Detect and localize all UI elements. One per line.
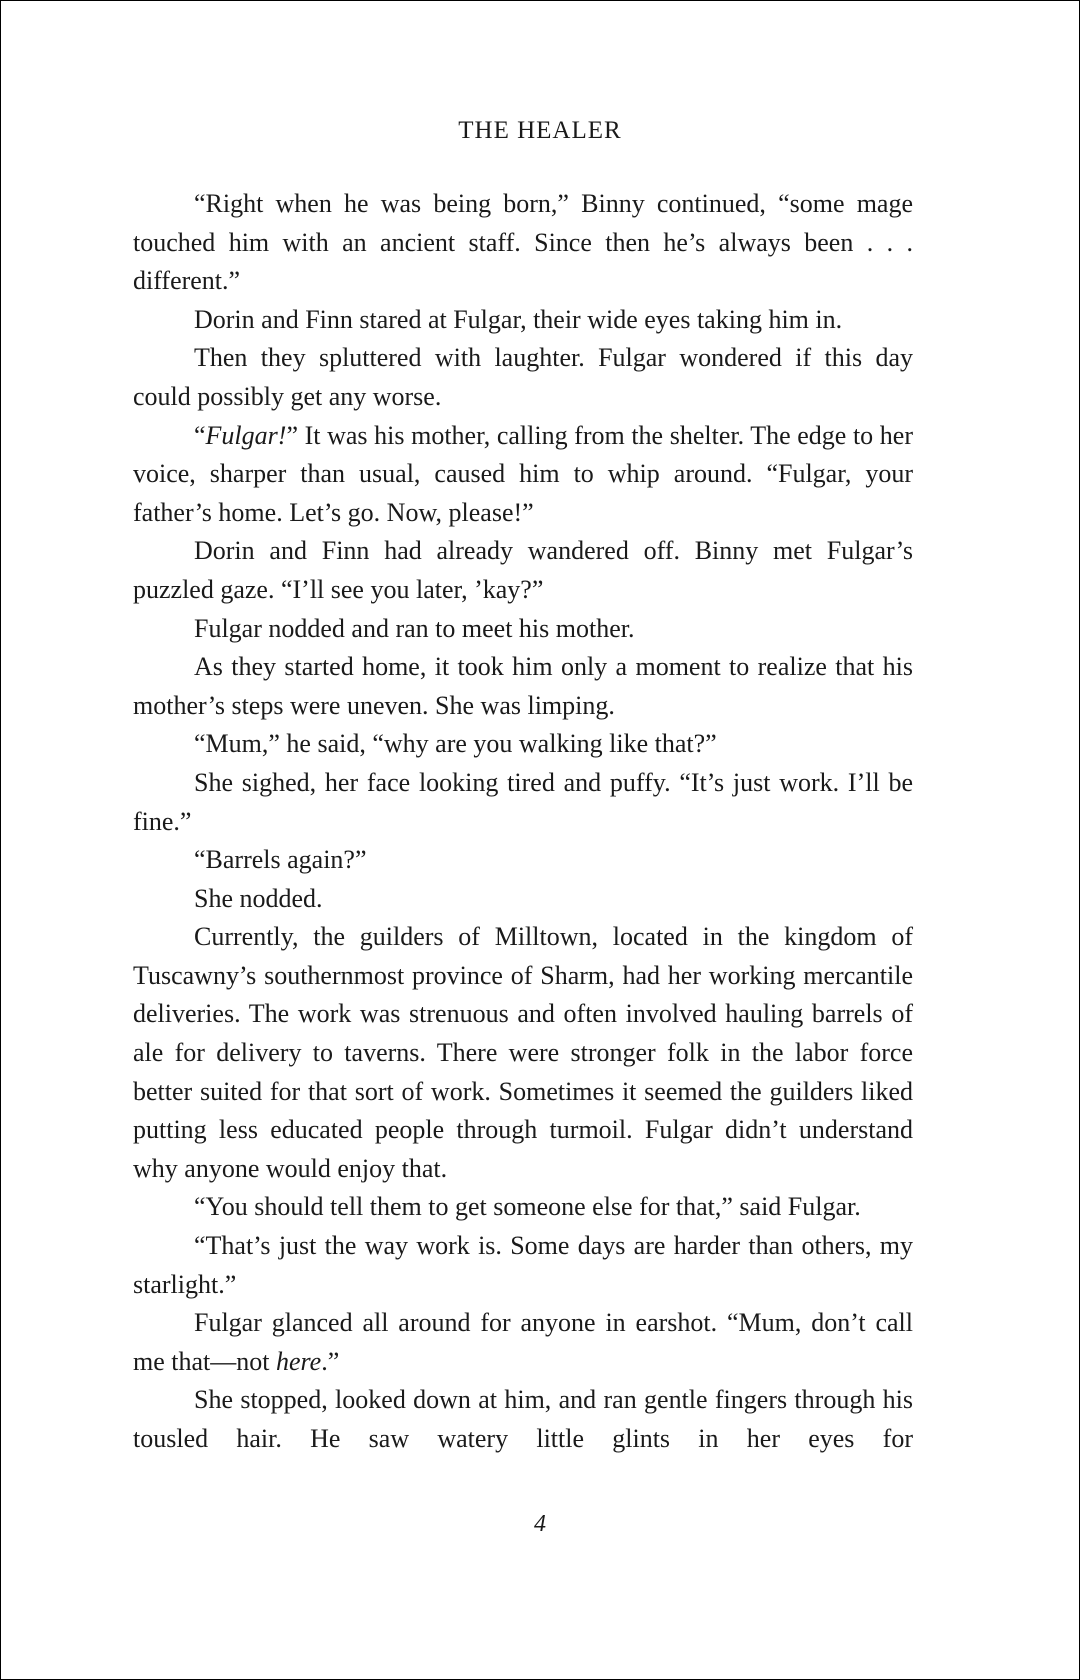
paragraph-13: “You should tell them to get someone else for that,” said Fulgar. <box>194 1192 861 1222</box>
paragraph-4-post: ” It was his mother, calling from the shelter. The edge to her voice, sharper than usual, caused him to whip around. “Fulgar, your father’s home. Let’s go. Now, please!” <box>133 420 913 527</box>
paragraph-12: Currently, the guilders of Milltown, located in the kingdom of Tuscawny’s southernmost province of Sharm, had her working mercantile deliveries. The work was strenuous and often involved hauling barrels of ale for delivery to taverns. There were stronger folk in the labor force better suited for that sort of work. Sometimes it seemed the guilders liked putting less educated people through turmoil. Fulgar didn’t understand why anyone would enjoy that. <box>133 922 913 1183</box>
paragraph-4-emphasis: Fulgar! <box>205 420 287 450</box>
paragraph-15-post: .” <box>321 1346 340 1376</box>
paragraph-2: Dorin and Finn stared at Fulgar, their wide eyes taking him in. <box>194 304 843 334</box>
paragraph-1: “Right when he was being born,” Binny continued, “some mage touched him with an ancient staff. Since then he’s always been . . . different.” <box>133 189 913 296</box>
paragraph-10: “Barrels again?” <box>194 845 367 875</box>
paragraph-3: Then they spluttered with laughter. Fulgar wondered if this day could possibly get any worse. <box>133 343 913 411</box>
body-text <box>133 185 913 1459</box>
paragraph-15 <box>133 1304 913 1381</box>
paragraph-11: She nodded. <box>194 883 323 913</box>
paragraph-4 <box>133 417 913 533</box>
paragraph-5: Dorin and Finn had already wandered off. Binny met Fulgar’s puzzled gaze. “I’ll see you later, ’kay?” <box>133 536 913 604</box>
paragraph-8: “Mum,” he said, “why are you walking like that?” <box>194 729 717 759</box>
paragraph-15-emphasis: here <box>275 1346 322 1376</box>
running-head-title: THE HEALER <box>458 117 622 144</box>
page-number: 4 <box>534 1511 546 1537</box>
paragraph-9: She sighed, her face looking tired and puffy. “It’s just work. I’ll be fine.” <box>133 767 913 836</box>
paragraph-15-pre: Fulgar glanced all around for anyone in earshot. “Mum, don’t call me that—not <box>133 1308 913 1376</box>
paragraph-7: As they started home, it took him only a moment to realize that his mother’s steps were uneven. She was limping. <box>133 652 913 720</box>
paragraph-4-pre: “ <box>194 420 206 450</box>
paragraph-6: Fulgar nodded and ran to meet his mother. <box>194 613 635 643</box>
paragraph-16: She stopped, looked down at him, and ran gentle fingers through his tousled hair. He saw watery little glints in her eyes for <box>133 1385 913 1453</box>
paragraph-14: “That’s just the way work is. Some days are harder than others, my starlight.” <box>133 1231 913 1299</box>
